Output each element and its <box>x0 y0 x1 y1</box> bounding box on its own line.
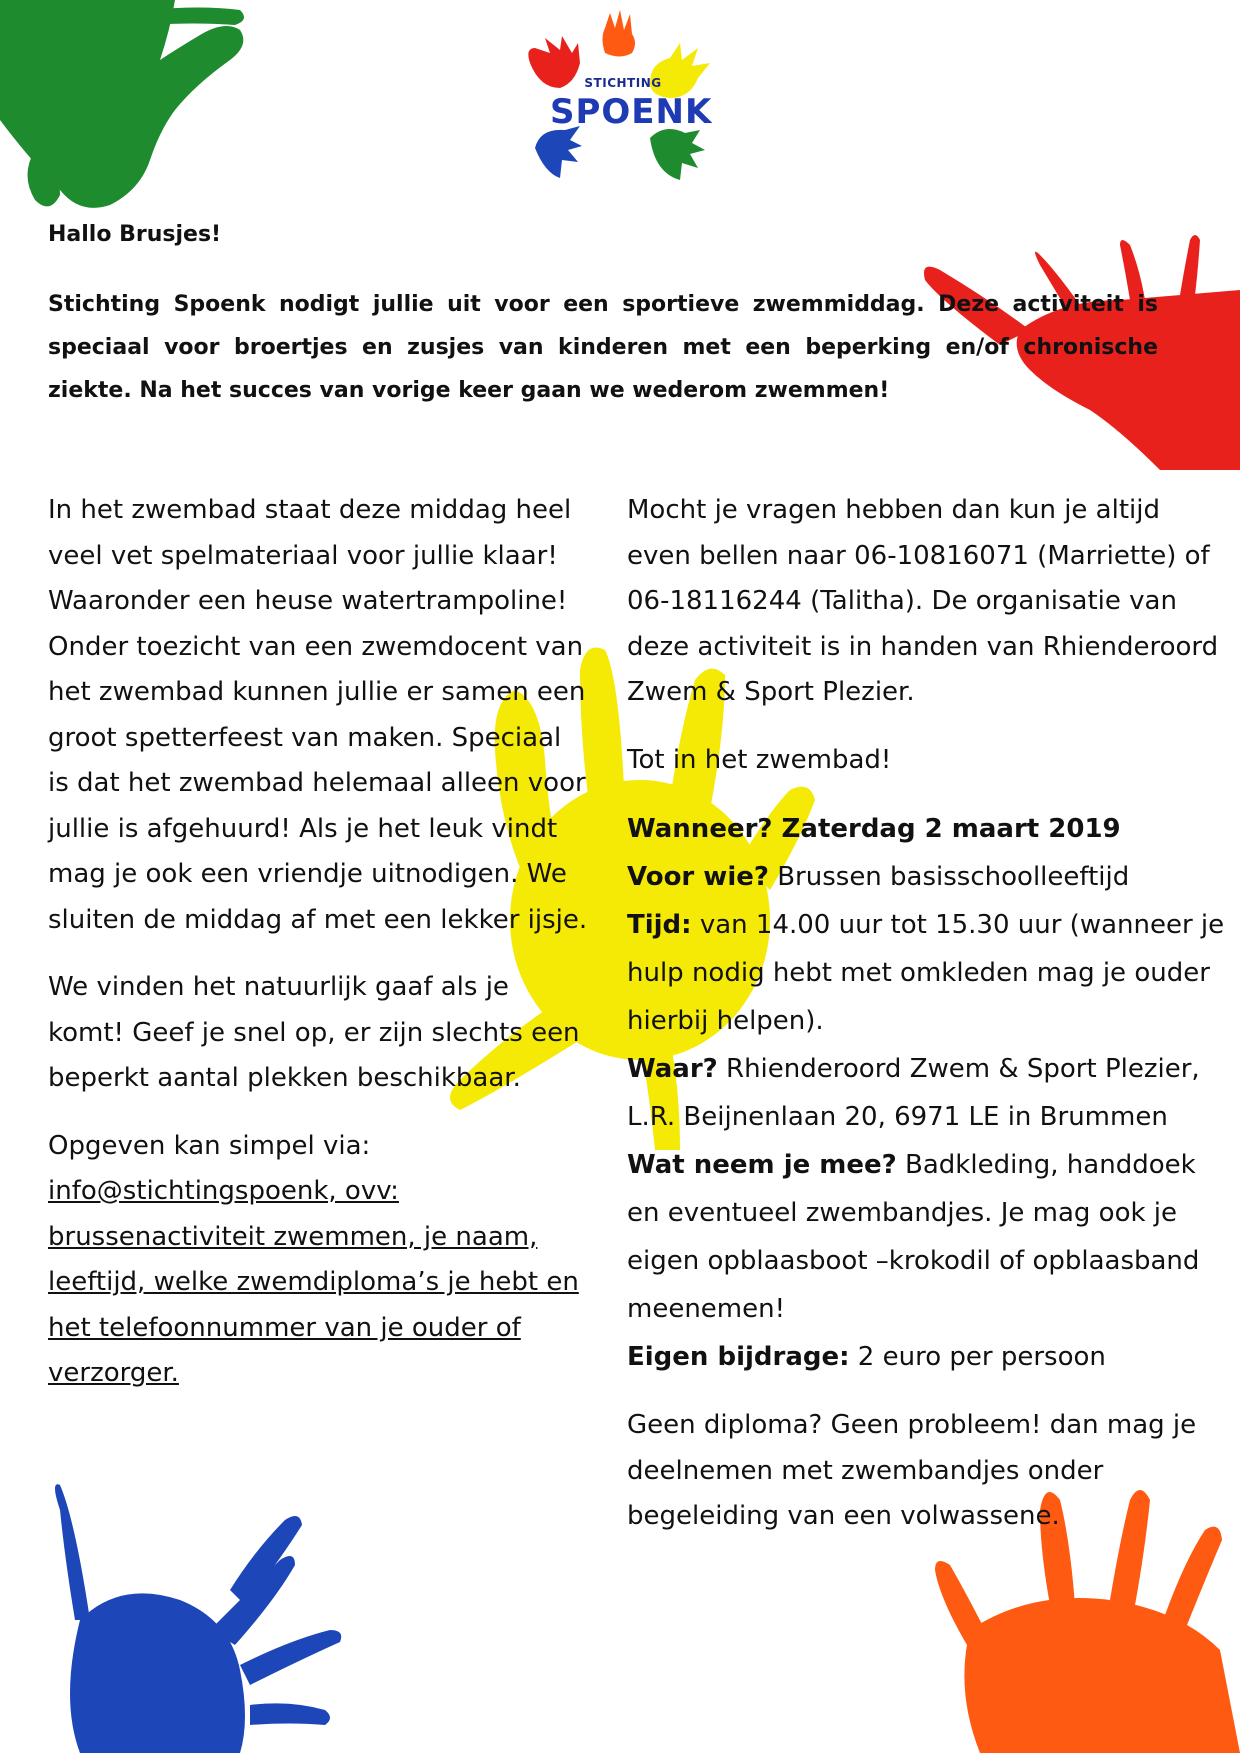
intro-paragraph: Stichting Spoenk nodigt jullie uit voor een sportieve zwemmiddag. Deze activiteit is speciaal voor broertjes en zusjes van kinderen met een beperking en/of chronische ziekte. Na het succes van vorige keer gaan we wederom zwemmen! <box>48 292 1158 403</box>
signup-intro: Opgeven kan simpel via: <box>48 1130 371 1161</box>
where-row <box>627 1045 1227 1141</box>
bring-value: Badkleding, handdoek en eventueel zwembandjes. Je mag ook je eigen opblaasboot –krokodil of opblaasband meenemen! <box>627 1150 1200 1324</box>
questions-paragraph: Mocht je vragen hebben dan kun je altijd even bellen naar 06-10816071 (Marriette) of 06-18116244 (Talitha). De organisatie van deze activiteit is in handen van Rhienderoord Zwem & Sport Plezier. <box>627 495 1219 707</box>
stichting-spoenk-logo <box>520 8 720 198</box>
logo-big-word: SPOENK <box>550 92 713 132</box>
logo-small-word: STICHTING <box>584 76 662 90</box>
event-info <box>627 805 1227 1381</box>
time-label: Tijd: <box>627 910 692 940</box>
where-value: Rhienderoord Zwem & Sport Plezier, L.R. Beijnenlaan 20, 6971 LE in Brummen <box>627 1054 1200 1132</box>
diploma-paragraph: Geen diploma? Geen probleem! dan mag je deelnemen met zwembandjes onder begeleiding van een volwassene. <box>627 1410 1197 1531</box>
right-column <box>627 488 1227 1562</box>
time-row <box>627 901 1227 1045</box>
who-value: Brussen basisschoolleeftijd <box>768 862 1130 892</box>
logo-red-hand-icon <box>528 36 580 88</box>
left-column <box>48 488 588 1419</box>
activity-description: In het zwembad staat deze middag heel veel vet spelmateriaal voor jullie klaar! Waaronder een heuse watertrampoline! Onder toezicht van een zwemdocent van het zwembad kunnen jullie er samen een groot spetterfeest van maken. Speciaal is dat het zwembad helemaal alleen voor jullie is afgehuurd! Als je het leuk vindt mag je ook een vriendje uitnodigen. We sluiten de middag af met een lekker ijsje. <box>48 495 588 935</box>
bring-row <box>627 1141 1227 1333</box>
who-label: Voor wie? <box>627 862 769 892</box>
signup-block <box>48 1124 588 1397</box>
who-row <box>627 853 1227 901</box>
green-hand-icon <box>0 0 260 220</box>
signup-encouragement: We vinden het natuurlijk gaaf als je komt! Geef je snel op, er zijn slechts een beperkt aantal plekken beschikbaar. <box>48 972 580 1093</box>
where-label: Waar? <box>627 1054 718 1084</box>
signup-email-link[interactable]: info@stichtingspoenk, ovv: brussenactiviteit zwemmen, je naam, leeftijd, welke zwemdiploma’s je hebt en het telefoonnummer van je ouder of verzorger. <box>48 1176 579 1388</box>
logo-orange-hand-icon <box>603 10 636 57</box>
greeting: Hallo Brusjes! <box>48 222 222 247</box>
blue-hand-icon <box>40 1480 360 1753</box>
time-value: van 14.00 uur tot 15.30 uur (wanneer je hulp nodig hebt met omkleden mag je ouder hierbij helpen). <box>627 910 1225 1036</box>
cost-value: 2 euro per persoon <box>849 1342 1106 1372</box>
see-you-text: Tot in het zwembad! <box>627 744 892 775</box>
logo-green-hand-icon <box>650 129 705 180</box>
when-row: Wanneer? Zaterdag 2 maart 2019 <box>627 814 1121 844</box>
cost-row <box>627 1333 1227 1381</box>
bring-label: Wat neem je mee? <box>627 1150 897 1180</box>
cost-label: Eigen bijdrage: <box>627 1342 850 1372</box>
logo-blue-hand-icon <box>535 126 582 178</box>
